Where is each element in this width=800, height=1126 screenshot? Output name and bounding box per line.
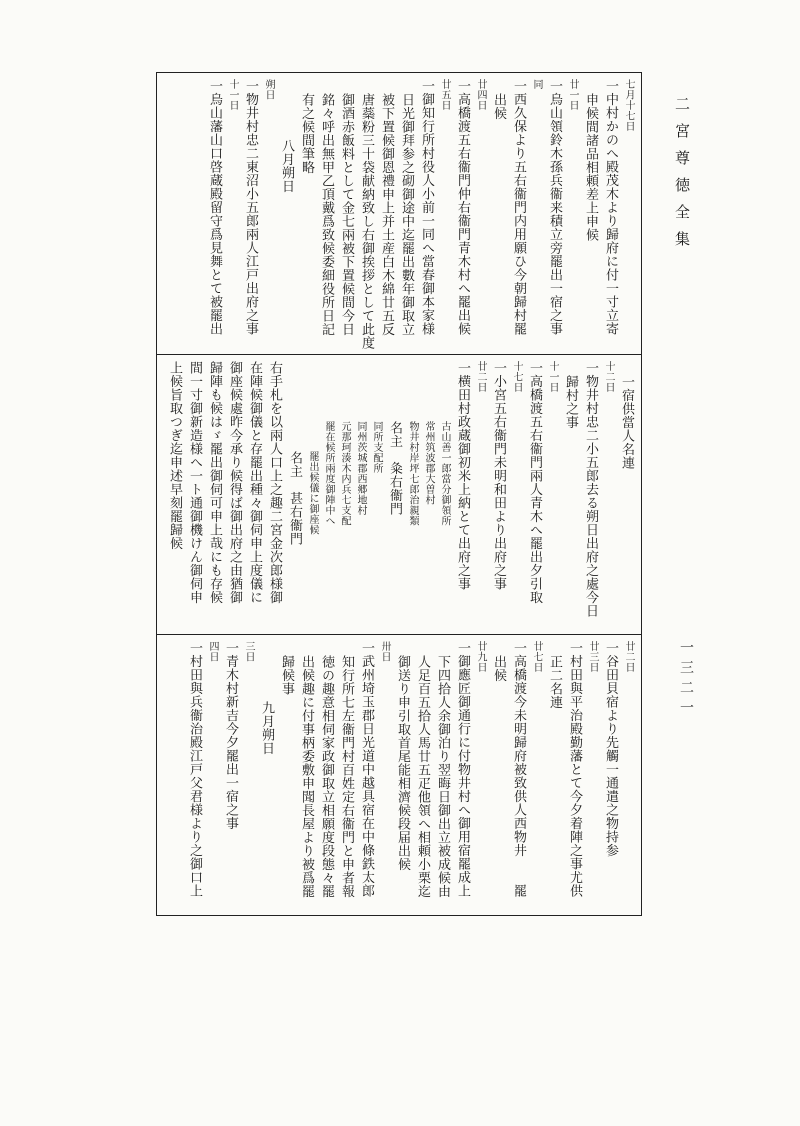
text-column: 名主 粂右衞門 (387, 421, 402, 516)
text-column: 出候趣に付事柄委敷申聞長屋より被爲罷 (299, 655, 314, 898)
text-column: 廿五日 (439, 79, 450, 111)
text-column: 卅日 (379, 641, 390, 662)
text-column: 一烏山領鈴木孫兵衞来積立旁罷出一宿之事 (547, 79, 562, 336)
page-frame (156, 72, 642, 916)
text-column: 十七日 (511, 361, 522, 393)
text-column: 一高橋渡五右衞門兩人青木へ罷出夕引取 (527, 361, 542, 604)
text-section-3 (157, 635, 641, 915)
text-column: 廿四日 (475, 79, 486, 111)
text-column: 御酒赤飯料として金七兩被下置候間今日 (339, 93, 354, 336)
text-column: 廿二日 (623, 641, 634, 673)
section-3-columns (185, 641, 635, 909)
text-column: 右手札を以兩人口上之趣二宮金次郎様御 (267, 361, 282, 604)
text-column: 罷在候所兩度御陣中へ (323, 421, 334, 526)
text-column: 一高橋渡今未明歸府被致供人西物井 罷 (511, 641, 526, 898)
text-column: 知行所七左衞門村百姓定右衞門と申者報 (339, 655, 354, 898)
text-column: 申候間諸品相頼差上申候 (583, 93, 598, 242)
text-column: 同 (531, 79, 542, 90)
text-column: 一村田與平治殿勤藩とて今夕着陣之事尤供 (567, 641, 582, 898)
text-column: 常州筑波郡大曽村 (423, 421, 434, 505)
text-column: 九月朔日 (259, 701, 274, 755)
text-column: 一村田與兵衞治殿江戸父君様より之御口上 (187, 641, 202, 898)
text-column: 日光御拜参之砌御途中迄罷出數年御取立 (399, 93, 414, 336)
text-column: 名主 甚右衞門 (287, 451, 302, 546)
text-column: 元那珂湊木内兵七支配 (339, 421, 350, 526)
text-column: 一横田村政蔵御初米上納とて出府之事 (455, 361, 470, 591)
text-column: 罷出候儀に御座候 (307, 451, 318, 535)
text-column: 一青木村新吉今夕罷出一宿之事 (223, 641, 238, 830)
text-column: 一高橋渡五右衞門仲右衞門青木村へ罷出候 (455, 79, 470, 336)
text-column: 出候 (491, 655, 506, 682)
text-column: 一御應匠御通行に付物井村へ御用宿罷成上 (455, 641, 470, 898)
text-column: 出候 (491, 93, 506, 120)
text-column: 人足百五拾人馬廿五疋他領へ相頼小栗迄 (415, 655, 430, 898)
text-column: 歸候事 (279, 655, 294, 696)
text-column: 一武州埼玉郡日光道中越具宿在中條鉄太郎 (359, 641, 374, 898)
text-column: 間一寸御新造様へ一ト通御機けん御伺申 (187, 361, 202, 604)
text-column: 四日 (207, 641, 218, 662)
text-column: 一宿供當人名連 (619, 375, 634, 470)
text-column: 下四拾人余御泊り翌晦日御出立被成候由 (435, 655, 450, 898)
text-column: 上候旨取つぎ迄申述早刻罷歸候 (167, 361, 182, 550)
text-column: 一烏山藩山口啓蔵殿留守爲見舞とて被罷出 (207, 79, 222, 336)
text-column: 御送り申引取首尾能相濟候段届出候 (395, 655, 410, 871)
text-column: 一御知行所村役人小前一同へ當春御本家様 (419, 79, 434, 336)
text-column: 十一日 (227, 79, 238, 111)
text-column: 廿二日 (475, 361, 486, 393)
text-column: 歸村之事 (563, 375, 578, 429)
text-column: 廿三日 (587, 641, 598, 673)
text-column: 有之候間筆略 (299, 93, 314, 174)
text-column: 一物井村忠二小五郎去る朔日出府之處今日 (583, 361, 598, 618)
text-column: 被下置候御恩禮申上并土産白木綿廿五反 (379, 93, 394, 336)
text-section-2 (157, 355, 641, 634)
text-section-1 (157, 73, 641, 354)
text-column: 歸陣も候はゞ罷出御伺可申上哉にも存候 (207, 361, 222, 604)
section-1-columns (205, 79, 635, 348)
text-column: 廿一日 (567, 79, 578, 111)
text-column: 十一日 (547, 361, 558, 393)
text-column: 在陣候御儀と存罷出種々御伺申上度儀に (247, 361, 262, 604)
text-column: 御座候處昨今承り候得ば御出府之由猶御 (227, 361, 242, 604)
text-column: 銘々呼出無甲乙頂戴爲致候委細役所日記 (319, 93, 334, 336)
text-column: 十二日 (603, 361, 614, 393)
text-column: 廿九日 (475, 641, 486, 673)
text-column: 七月十七日 (623, 79, 634, 132)
text-column: 八月朔日 (279, 139, 294, 193)
text-column: 徳の趣意相伺家政御取立相願度段態々罷 (319, 655, 334, 898)
text-column: 一小宮五右衞門未明和田より出府之事 (491, 361, 506, 591)
section-2-columns (165, 361, 635, 628)
text-column: 一物井村忠二東沼小五郎兩人江戸出府之事 (243, 79, 258, 336)
text-column: 廿七日 (531, 641, 542, 673)
page-number: 一三二一 (678, 640, 694, 720)
text-column: 朔日 (263, 79, 274, 100)
text-column: 物井村岸坪七郎治親類 (407, 421, 418, 526)
text-column: 正二名連 (547, 655, 562, 709)
text-column: 三日 (243, 641, 254, 662)
text-column: 同州茨城郡西郷地村 (355, 421, 366, 516)
running-title: 二宮尊徳全集 (673, 96, 691, 258)
text-column: 一谷田貝宿より先觸一通遣之物持参 (603, 641, 618, 857)
text-column: 一中村かのへ殿茂木より歸府に付一寸立寄 (603, 79, 618, 336)
text-column: 同所支配所 (371, 421, 382, 474)
text-column: 一西久保より五右衞門内用願ひ今朝歸村罷 (511, 79, 526, 336)
text-column: 唐蘂粉三十袋献納致し右御挨拶として此度 (359, 93, 374, 350)
text-column: 古山善一郎當分御領所 (439, 421, 450, 526)
